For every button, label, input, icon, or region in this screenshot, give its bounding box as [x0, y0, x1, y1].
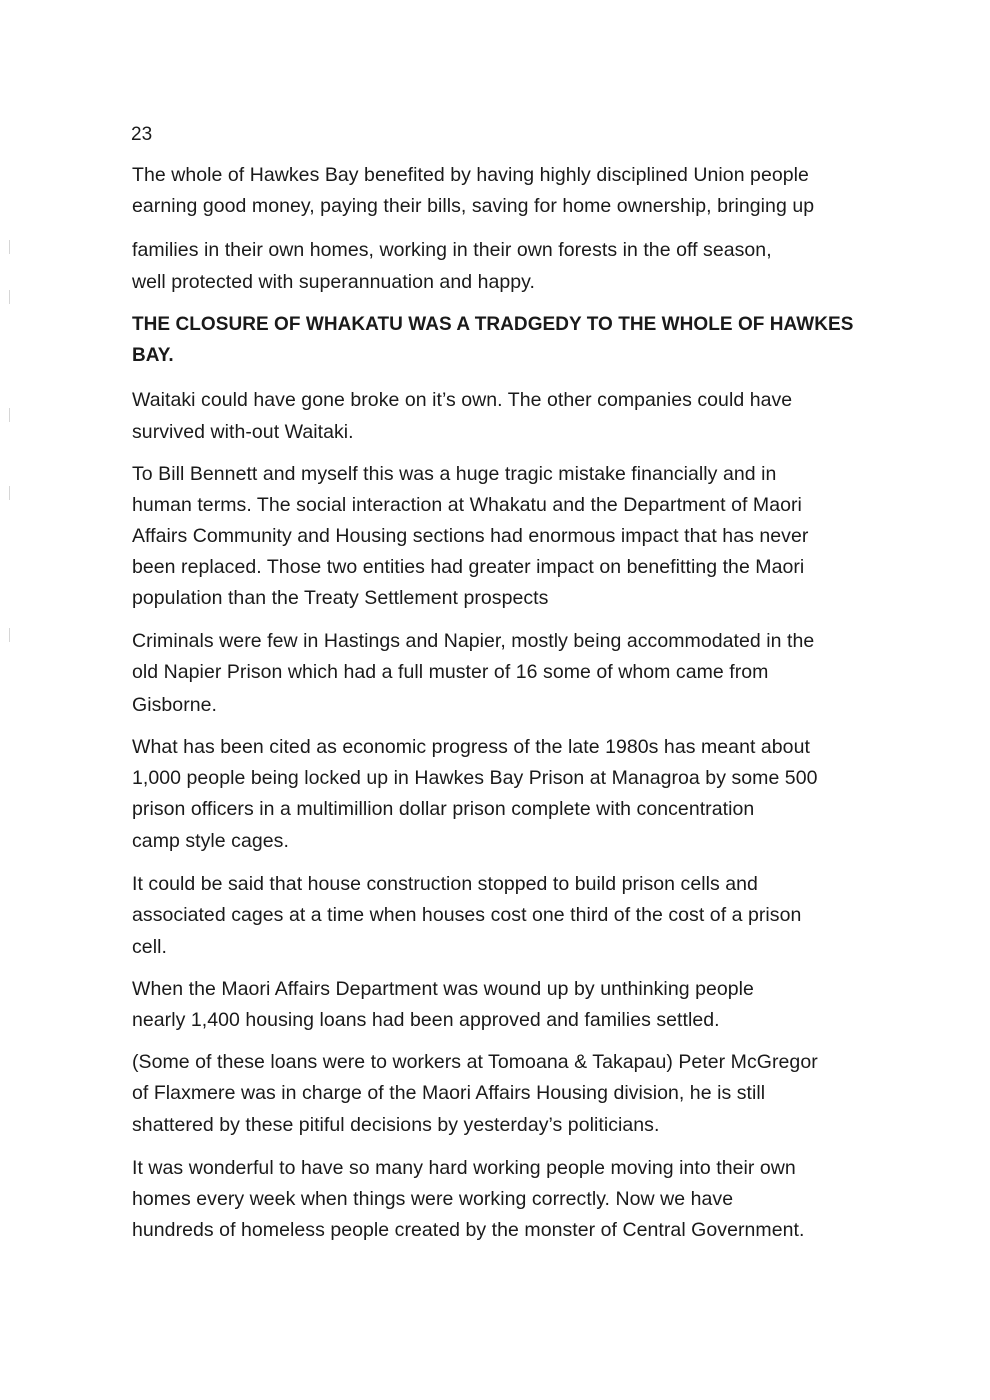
text-line: prison officers in a multimillion dollar prison complete with concentration: [132, 798, 755, 820]
text-line: 1,000 people being locked up in Hawkes Bay Prison at Managroa by some 500: [132, 767, 818, 789]
margin-mark: [9, 486, 10, 500]
text-line: When the Maori Affairs Department was wound up by unthinking people: [132, 978, 754, 1000]
text-line: human terms. The social interaction at Whakatu and the Department of Maori: [132, 494, 802, 516]
text-line: It was wonderful to have so many hard working people moving into their own: [132, 1157, 796, 1179]
text-line: Waitaki could have gone broke on it’s own. The other companies could have: [132, 389, 793, 411]
text-line: population than the Treaty Settlement prospects: [132, 587, 549, 609]
margin-mark: [9, 290, 10, 304]
text-line: hundreds of homeless people created by the monster of Central Government.: [132, 1219, 805, 1241]
margin-mark: [9, 408, 10, 422]
text-line: homes every week when things were working correctly. Now we have: [132, 1188, 734, 1210]
text-line: well protected with superannuation and happy.: [132, 271, 535, 293]
text-line: families in their own homes, working in their own forests in the off season,: [132, 239, 772, 261]
text-line: been replaced. Those two entities had greater impact on benefitting the Maori: [132, 556, 805, 578]
text-line: Affairs Community and Housing sections had enormous impact that has never: [132, 525, 809, 547]
page-number: 23: [131, 124, 153, 145]
section-heading: BAY.: [132, 345, 174, 366]
text-line: shattered by these pitiful decisions by yesterday’s politicians.: [132, 1114, 660, 1136]
text-line: earning good money, paying their bills, saving for home ownership, bringing up: [132, 195, 815, 217]
text-line: of Flaxmere was in charge of the Maori Affairs Housing division, he is still: [132, 1082, 766, 1104]
text-line: What has been cited as economic progress of the late 1980s has meant about: [132, 736, 810, 758]
text-line: It could be said that house construction stopped to build prison cells and: [132, 873, 758, 895]
text-line: camp style cages.: [132, 830, 289, 852]
text-line: Gisborne.: [132, 694, 217, 716]
text-line: old Napier Prison which had a full muster of 16 some of whom came from: [132, 661, 769, 683]
text-line: Criminals were few in Hastings and Napier, mostly being accommodated in the: [132, 630, 815, 652]
text-line: The whole of Hawkes Bay benefited by having highly disciplined Union people: [132, 164, 809, 186]
margin-mark: [9, 240, 10, 254]
text-line: nearly 1,400 housing loans had been approved and families settled.: [132, 1009, 720, 1031]
text-line: cell.: [132, 936, 167, 958]
section-heading: THE CLOSURE OF WHAKATU WAS A TRADGEDY TO THE WHOLE OF HAWKES: [132, 314, 854, 335]
text-line: To Bill Bennett and myself this was a huge tragic mistake financially and in: [132, 463, 777, 485]
text-line: survived with-out Waitaki.: [132, 421, 354, 443]
text-line: associated cages at a time when houses cost one third of the cost of a prison: [132, 904, 802, 926]
text-line: (Some of these loans were to workers at Tomoana & Takapau) Peter McGregor: [132, 1051, 818, 1073]
margin-mark: [9, 628, 10, 642]
